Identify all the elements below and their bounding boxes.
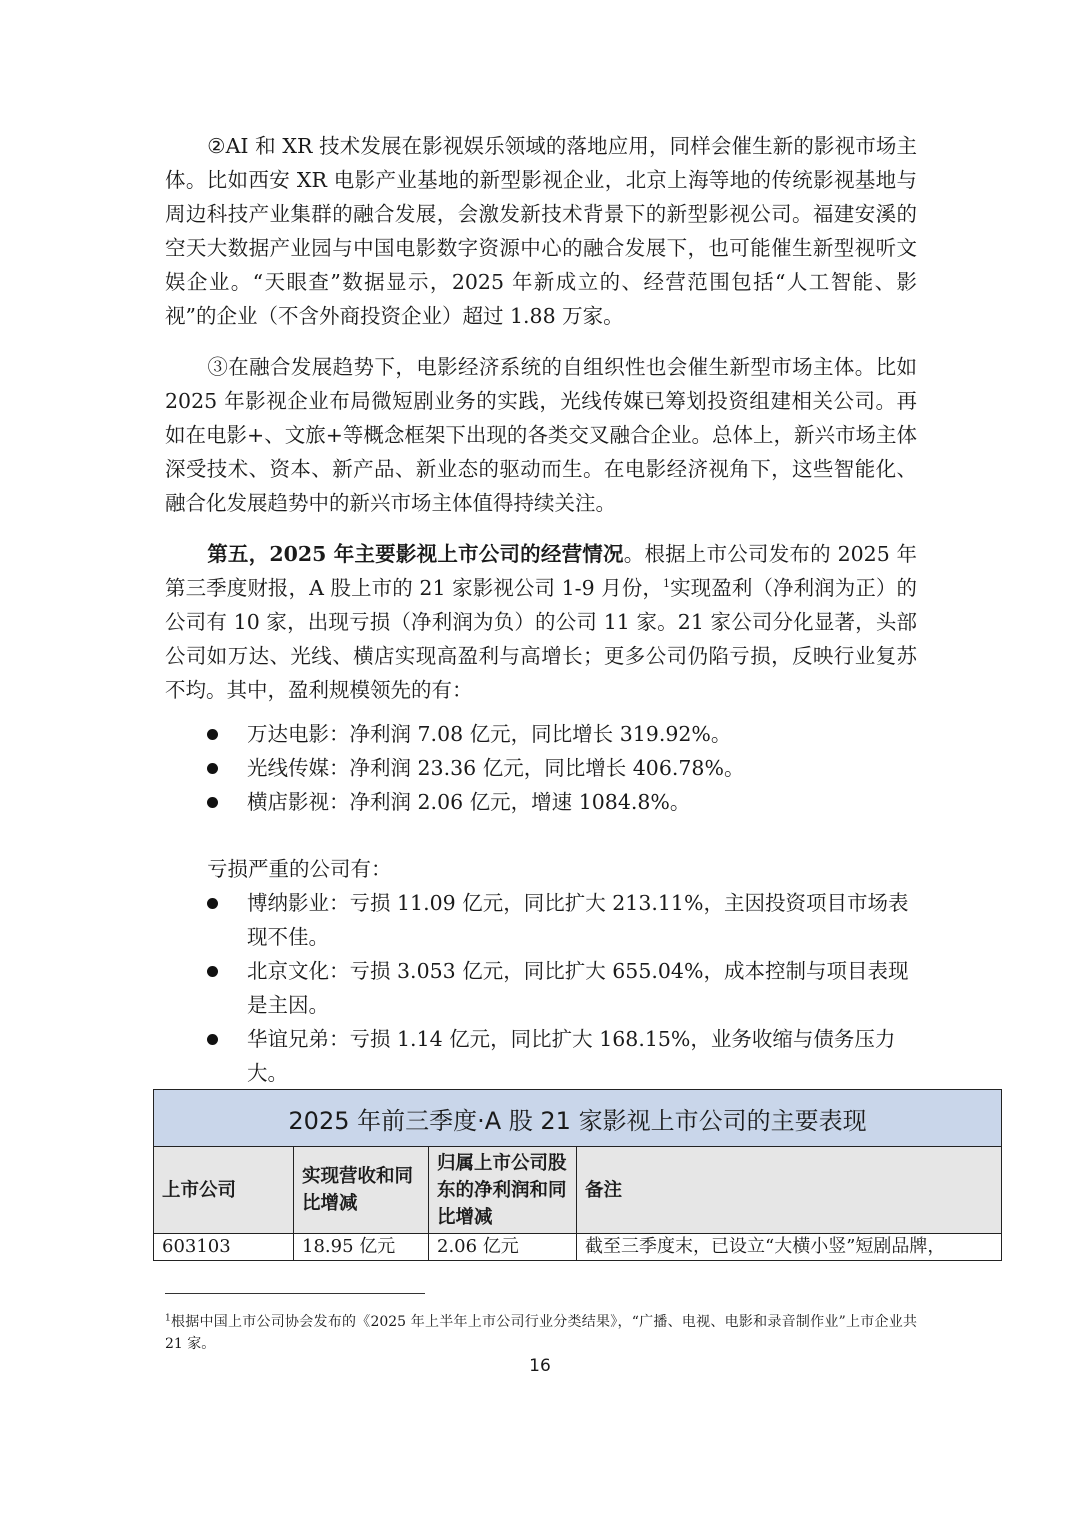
table-cell-revenue: 18.95 亿元 [294, 1234, 429, 1261]
table-header-company: 上市公司 [154, 1147, 294, 1234]
list-item-text: 横店影视：净利润 2.06 亿元，增速 1084.8%。 [247, 790, 691, 814]
paragraph-listed-text-b: 实现盈利（净利润为正）的公司有 10 家，出现亏损（净利润为负）的公司 11 家。21 家公司分化显著，头部公司如万达、光线、横店实现高盈利与高增长；更多公司仍陷亏损，反映行业复苏不均。其中，盈利规模领先的有： [165, 576, 918, 702]
footnote-divider [165, 1293, 425, 1294]
table-cell-company: 603103 [154, 1234, 294, 1261]
list-item [165, 1022, 917, 1090]
paragraph-listed-companies [165, 537, 917, 707]
footnote-mark: 1 [165, 1313, 171, 1324]
table-cell-notes: 截至三季度末，已设立“大横小竖”短剧品牌， [577, 1234, 1002, 1261]
bullet-icon [207, 729, 218, 740]
bullet-icon [207, 763, 218, 774]
paragraph-ai-xr [165, 129, 917, 333]
paragraph-listed-text-a: 。根据上市公司发布的 2025 年第三季度财报，A 股上市的 21 家影视公司 1-9 月份， [165, 542, 917, 600]
table-title-row [154, 1090, 1002, 1147]
list-item [165, 785, 917, 819]
footnote-text: 根据中国上市公司协会发布的《2025 年上半年上市公司行业分类结果》，“广播、电视、电影和录音制作业”上市企业共 21 家。 [165, 1314, 917, 1352]
page-number: 16 [529, 1356, 551, 1376]
section-heading: 第五，2025 年主要影视上市公司的经营情况 [207, 542, 624, 566]
bullet-icon [207, 898, 218, 909]
list-item [165, 751, 917, 785]
loss-heading: 亏损严重的公司有： [207, 857, 392, 881]
list-item [165, 717, 917, 751]
table-cell-net-profit: 2.06 亿元 [429, 1234, 577, 1261]
footnote [165, 1311, 917, 1355]
paragraph-self-organization [165, 350, 917, 520]
performance-table [153, 1089, 1002, 1261]
list-item [165, 954, 917, 1022]
footnote-ref[interactable]: 1 [663, 577, 670, 591]
profit-list [165, 717, 917, 819]
table-header-net-profit: 归属上市公司股东的净利润和同比增减 [429, 1147, 577, 1234]
table-title: 2025 年前三季度·A 股 21 家影视上市公司的主要表现 [154, 1090, 1002, 1147]
bullet-icon [207, 966, 218, 977]
loss-list [165, 886, 917, 1090]
table-header-notes: 备注 [577, 1147, 1002, 1234]
list-item-text: 博纳影业：亏损 11.09 亿元，同比扩大 213.11%，主因投资项目市场表现不佳。 [247, 891, 909, 949]
list-item-text: 光线传媒：净利润 23.36 亿元，同比增长 406.78%。 [247, 756, 745, 780]
paragraph-ai-xr-text: ②AI 和 XR 技术发展在影视娱乐领域的落地应用，同样会催生新的影视市场主体。比如西安 XR 电影产业基地的新型影视企业，北京上海等地的传统影视基地与周边科技产业集群的融合发展，会激发新技术背景下的新型影视公司。福建安溪的空天大数据产业园与中国电影数字资源中心的融合发展下，也可能催生新型视听文娱企业。“天眼查”数据显示，2025 年新成立的、经营范围包括“人工智能、影视”的企业（不含外商投资企业）超过 1.88 万家。 [165, 134, 917, 328]
list-item [165, 886, 917, 954]
paragraph-self-organization-text: ③在融合发展趋势下，电影经济系统的自组织性也会催生新型市场主体。比如 2025 年影视企业布局微短剧业务的实践，光线传媒已筹划投资组建相关公司。再如在电影+、文旅+等概念框架下出现的各类交叉融合企业。总体上，新兴市场主体深受技术、资本、新产品、新业态的驱动而生。在电影经济视角下，这些智能化、融合化发展趋势中的新兴市场主体值得持续关注。 [165, 355, 917, 515]
table-header-row [154, 1147, 1002, 1234]
bullet-icon [207, 1034, 218, 1045]
list-item-text: 华谊兄弟：亏损 1.14 亿元，同比扩大 168.15%，业务收缩与债务压力大。 [247, 1027, 896, 1085]
table-header-revenue: 实现营收和同比增减 [294, 1147, 429, 1234]
bullet-icon [207, 797, 218, 808]
table-row [154, 1234, 1002, 1261]
list-item-text: 万达电影：净利润 7.08 亿元，同比增长 319.92%。 [247, 722, 732, 746]
list-item-text: 北京文化：亏损 3.053 亿元，同比扩大 655.04%，成本控制与项目表现是主因。 [247, 959, 909, 1017]
